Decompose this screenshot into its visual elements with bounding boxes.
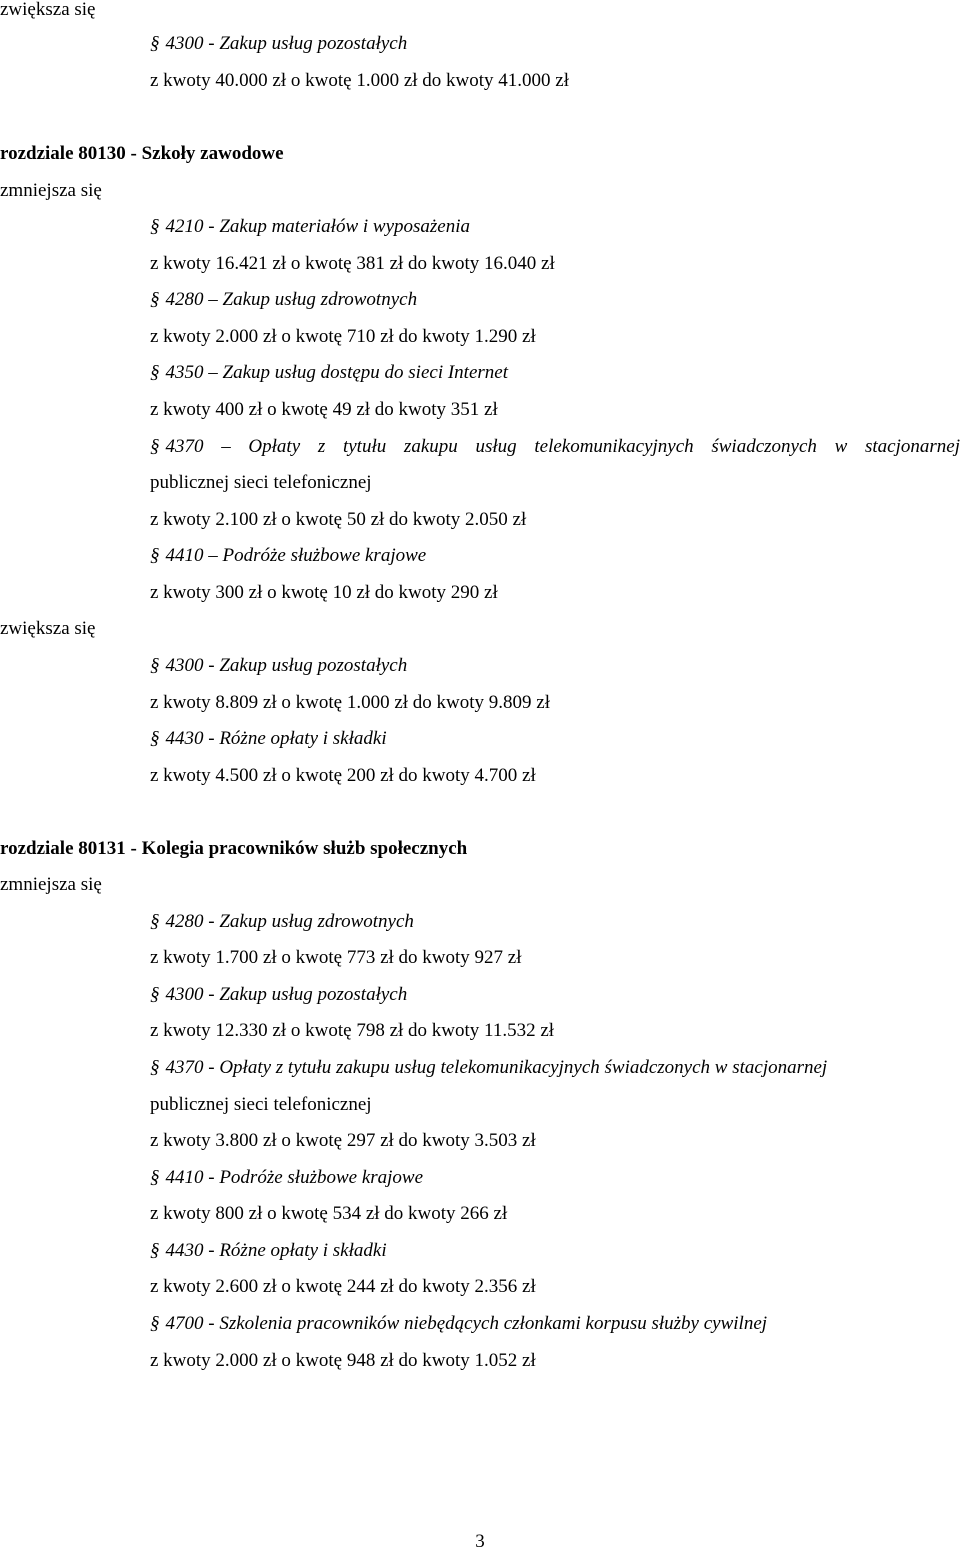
amount-line: z kwoty 4.500 zł o kwotę 200 zł do kwoty 4.700 zł (150, 765, 536, 787)
paragraph-entry (150, 545, 426, 567)
section-sign-icon: § (150, 1167, 160, 1189)
paragraph-title: 4300 - Zakup usług pozostałych (166, 33, 408, 54)
chapter-heading: rozdziale 80131 - Kolegia pracowników służb społecznych (0, 838, 467, 860)
change-heading: zwiększa się (0, 618, 95, 640)
change-heading: zmniejsza się (0, 874, 102, 896)
paragraph-entry (150, 1167, 423, 1189)
change-heading: zmniejsza się (0, 180, 102, 202)
paragraph-title-continuation: publicznej sieci telefonicznej (150, 1094, 372, 1116)
section-sign-icon: § (150, 1057, 160, 1079)
amount-line: z kwoty 16.421 zł o kwotę 381 zł do kwoty 16.040 zł (150, 253, 555, 275)
paragraph-title: 4410 - Podróże służbowe krajowe (166, 1167, 424, 1188)
paragraph-entry (150, 362, 508, 384)
amount-line: z kwoty 2.000 zł o kwotę 948 zł do kwoty 1.052 zł (150, 1350, 536, 1372)
section-sign-icon: § (150, 289, 160, 311)
section-sign-icon: § (150, 362, 160, 384)
section-sign-icon: § (150, 1313, 160, 1335)
amount-line: z kwoty 12.330 zł o kwotę 798 zł do kwoty 11.532 zł (150, 1020, 554, 1042)
paragraph-title: 4280 – Zakup usług zdrowotnych (166, 289, 418, 310)
page-number: 3 (0, 1531, 960, 1553)
paragraph-title: 4210 - Zakup materiałów i wyposażenia (166, 216, 471, 237)
section-sign-icon: § (150, 911, 160, 933)
paragraph-title: 4370 - Opłaty z tytułu zakupu usług telekomunikacyjnych świadczonych w stacjonarnej (166, 1057, 828, 1078)
paragraph-entry (150, 33, 407, 55)
amount-line: z kwoty 8.809 zł o kwotę 1.000 zł do kwoty 9.809 zł (150, 692, 550, 714)
amount-line: z kwoty 300 zł o kwotę 10 zł do kwoty 290 zł (150, 582, 498, 604)
amount-line: z kwoty 800 zł o kwotę 534 zł do kwoty 266 zł (150, 1203, 507, 1225)
paragraph-title: 4430 - Różne opłaty i składki (166, 1240, 387, 1261)
section-sign-icon: § (150, 436, 160, 458)
section-sign-icon: § (150, 1240, 160, 1262)
section-sign-icon: § (150, 984, 160, 1006)
section-sign-icon: § (150, 655, 160, 677)
paragraph-entry (150, 216, 470, 238)
paragraph-title: 4430 - Różne opłaty i składki (166, 728, 387, 749)
section-sign-icon: § (150, 545, 160, 567)
paragraph-entry (150, 436, 960, 458)
section-sign-icon: § (150, 216, 160, 238)
paragraph-entry (150, 911, 414, 933)
paragraph-entry (150, 655, 407, 677)
section-sign-icon: § (150, 728, 160, 750)
amount-line: z kwoty 2.100 zł o kwotę 50 zł do kwoty 2.050 zł (150, 509, 526, 531)
change-heading: zwiększa się (0, 0, 95, 21)
paragraph-title: 4700 - Szkolenia pracowników niebędących członkami korpusu służby cywilnej (166, 1313, 768, 1334)
paragraph-title: 4280 - Zakup usług zdrowotnych (166, 911, 414, 932)
paragraph-title: 4300 - Zakup usług pozostałych (166, 655, 408, 676)
amount-line: z kwoty 1.700 zł o kwotę 773 zł do kwoty 927 zł (150, 947, 522, 969)
paragraph-entry (150, 984, 407, 1006)
paragraph-entry (150, 1057, 827, 1079)
amount-line: z kwoty 2.000 zł o kwotę 710 zł do kwoty 1.290 zł (150, 326, 536, 348)
paragraph-title: 4300 - Zakup usług pozostałych (166, 984, 408, 1005)
amount-line: z kwoty 3.800 zł o kwotę 297 zł do kwoty 3.503 zł (150, 1130, 536, 1152)
paragraph-title: 4370 – Opłaty z tytułu zakupu usług telekomunikacyjnych świadczonych w stacjonarnej (166, 436, 960, 457)
paragraph-title: 4410 – Podróże służbowe krajowe (166, 545, 427, 566)
amount-line: z kwoty 400 zł o kwotę 49 zł do kwoty 351 zł (150, 399, 498, 421)
section-sign-icon: § (150, 33, 160, 55)
chapter-heading: rozdziale 80130 - Szkoły zawodowe (0, 143, 284, 165)
amount-line: z kwoty 40.000 zł o kwotę 1.000 zł do kwoty 41.000 zł (150, 70, 569, 92)
paragraph-entry (150, 289, 417, 311)
paragraph-title: 4350 – Zakup usług dostępu do sieci Internet (166, 362, 509, 383)
amount-line: z kwoty 2.600 zł o kwotę 244 zł do kwoty 2.356 zł (150, 1276, 536, 1298)
paragraph-entry (150, 1240, 387, 1262)
paragraph-entry (150, 728, 387, 750)
paragraph-title-continuation: publicznej sieci telefonicznej (150, 472, 372, 494)
paragraph-entry (150, 1313, 767, 1335)
